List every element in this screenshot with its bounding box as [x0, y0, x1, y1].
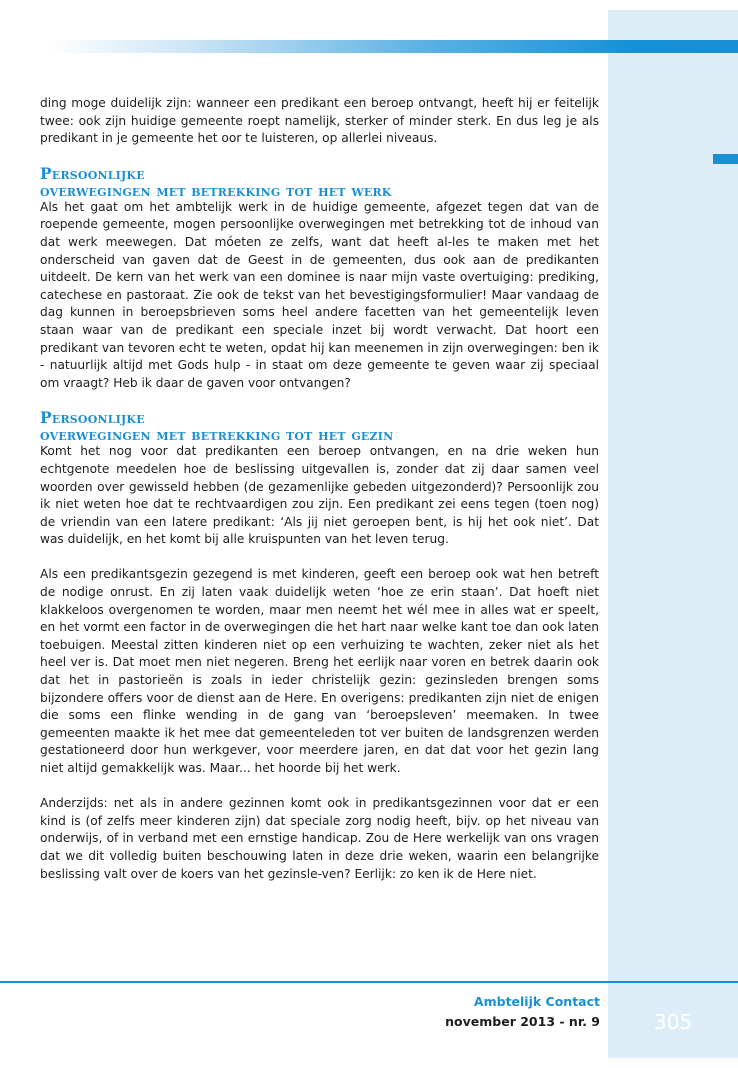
family-paragraph-3: Anderzijds: net als in andere gezinnen komt ook in predikantsgezinnen voor dat er een kind is (of zelfs meer kinderen zijn) dat speciale zorg nodig heeft, bijv. op het niveau van onderwijs, of in verband met een ernstige handicap. Zou de Here werkelijk van ons vragen dat we dit volledig buiten beschouwing laten in deze drie weken, waarin een belangrijke beslissing valt over de koers van het gezinsle-ven? Eerlijk: zo ken ik de Here niet. — [40, 796, 599, 881]
section-heading-family — [40, 409, 599, 443]
section-heading-work-line1: Persoonlijke — [40, 163, 145, 183]
section-marker — [713, 154, 738, 164]
work-paragraph: Als het gaat om het ambtelijk werk in de huidige gemeente, afgezet tegen dat van de roepende gemeente, mogen persoonlijke overwegingen met betrekking tot de inhoud van dat werk meewegen. Dat móeten ze zelfs, want dat heeft al-les te maken met het onderscheid van gaven dat de Geest in de gemeenten, dus ook aan de predikanten uitdeelt. De kern van het werk van een dominee is naar mijn vaste overtuiging: prediking, catechese en pastoraat. Zie ook de tekst van het bevestigingsformulier! Maar vandaag de dag kunnen in beroepsbrieven soms heel andere facetten van het gemeentelijk leven staan waar van de predikant een speciale inzet bij wordt verwacht. Dat hoort een predikant van tevoren echt te weten, opdat hij kan meenemen in zijn overwegingen: ben ik - natuurlijk altijd met Gods hulp - in staat om deze gemeente te geven waar zij speciaal om vraagt? Heb ik daar de gaven voor ontvangen? — [40, 199, 599, 390]
section-heading-work-line2: overwegingen met betrekking tot het werk — [40, 180, 392, 200]
intro-paragraph: ding moge duidelijk zijn: wanneer een predikant een beroep ontvangt, heeft hij er feitelijk twee: ook zijn huidige gemeente roept namelijk, sterker of minder sterk. En dus leg je als predikant in je gemeente het oor te luisteren, op allerlei niveaus. — [40, 96, 599, 146]
footer-divider — [0, 981, 738, 983]
section-heading-family-line2: overwegingen met betrekking tot het gezin — [40, 425, 394, 445]
section-heading-work — [40, 165, 599, 199]
issue-info: november 2013 - nr. 9 — [445, 1014, 600, 1029]
side-panel — [608, 10, 738, 1058]
family-paragraph-1: Komt het nog voor dat predikanten een beroep ontvangen, en na drie weken hun echtgenote meedelen hoe de beslissing uitgevallen is, zonder dat zij daar samen veel woorden over gewisseld hebben (de gezamenlijke gebeden uitgezonderd)? Persoonlijk zou ik niet weten hoe dat te rechtvaardigen zou zijn. Een predikant zei eens tegen (toen nog) de vriendin van een latere predikant: ‘Als jij niet geroepen bent, is hij het ook niet’. Dat was duidelijk, en het komt bij alle kruispunten van het leven terug. — [40, 444, 599, 547]
page-number: 305 — [653, 1010, 693, 1034]
article-body — [40, 95, 599, 883]
magazine-name: Ambtelijk Contact — [473, 994, 600, 1009]
family-paragraph-2: Als een predikantsgezin gezegend is met kinderen, geeft een beroep ook wat hen betreft de nodige onrust. En zij laten vaak duidelijk weten ‘hoe ze erin staan’. Dat hoeft niet klakkeloos overgenomen te worden, maar men neemt het wél mee in alles wat er speelt, en het vormt een factor in de overwegingen die het hart naar welke kant toe dan ook laten toebuigen. Meestal zitten kinderen niet op een verhuizing te wachten, zeker niet als het heel ver is. Dat moet men niet negeren. Breng het eerlijk naar voren en betrek daarin ook dat het in pastorieën is zoals in ieder christelijk gezin: gezinsleden brengen soms bijzondere offers voor de dienst aan de Here. En overigens: predikanten zijn niet de enigen die soms een flinke wending in de gang van ‘beroepsleven’ meemaken. In twee gemeenten maakte ik het mee dat gemeenteleden tot ver buiten de landsgrenzen werden gestationeerd door hun werkgever, voor meerdere jaren, en dat dat voor het gezin lang niet altijd gemakkelijk was. Maar... het hoorde bij het werk. — [40, 567, 599, 775]
header-gradient-bar — [46, 40, 738, 53]
section-heading-family-line1: Persoonlijke — [40, 408, 145, 428]
